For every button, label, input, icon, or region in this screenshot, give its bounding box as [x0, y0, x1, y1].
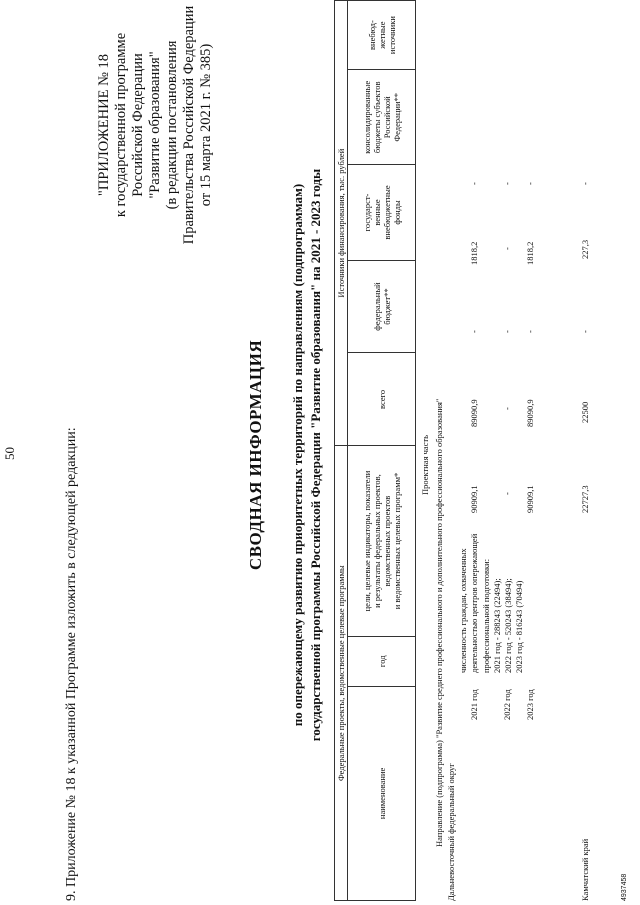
cell-state: - — [502, 330, 512, 333]
row-indicator: численность граждан, охваченных деятельностью центров опережающей профессиональной подготовки: 2021 год - 288243 (22494); 2022 год - 520243 (38494); 2023 год - 816243 (70494) — [458, 533, 525, 673]
cell-consolidated: 1818,2 — [469, 241, 479, 265]
cell-total: - — [502, 492, 512, 495]
header-year: год — [348, 636, 416, 686]
header-federal: федеральный бюджет** — [348, 260, 416, 353]
cell-total: 90909,1 — [525, 485, 535, 513]
cell-consolidated: 227,3 — [580, 239, 590, 259]
document-subtitle: по опережающему развитию приоритетных территорий по направлениям (подпрограммам) — [290, 183, 305, 727]
appendix-line: от 15 марта 2021 г. № 385) — [198, 43, 214, 207]
section-project-part: Проектная часть — [420, 434, 430, 495]
cell-extra: - — [580, 182, 590, 185]
appendix-line: Правительства Российской Федерации — [181, 5, 197, 245]
header-group-projects: Федеральные проекты, ведомственные целевые программы — [335, 446, 348, 901]
cell-federal: 89090,9 — [469, 399, 479, 427]
row-year: 2022 год — [502, 689, 512, 720]
header-extrabudgetary: внебюд- жетные источники — [348, 1, 416, 70]
header-indicators: цели, целевые индикаторы, показатели и результаты федеральных проектов, ведомственных проектов и ведомственных целевых программ* — [348, 446, 416, 636]
row-name-dfo: Дальневосточный федеральный округ — [446, 763, 456, 901]
cell-state: - — [469, 330, 479, 333]
row-year: 2023 год — [525, 689, 535, 720]
cell-extra: - — [502, 182, 512, 185]
cell-extra: - — [469, 182, 479, 185]
cell-consolidated: 1818,2 — [525, 241, 535, 265]
appendix-line: "Развитие образования" — [147, 51, 163, 199]
appendix-header — [96, 5, 215, 245]
page-number: 50 — [2, 447, 17, 460]
cell-total: 22727,3 — [580, 485, 590, 513]
cell-federal: 89090,9 — [525, 399, 535, 427]
header-consolidated: консолидированные бюджеты субъектов Российской Федерации** — [348, 70, 416, 165]
appendix-line: (в редакции постановления — [164, 40, 180, 210]
summary-table — [334, 0, 416, 901]
section-direction: Направление (подпрограмма) "Развитие среднего профессионального и дополнительного профессионального образования" — [434, 398, 444, 847]
header-state-funds: государст- венные внебюджетные фонды — [348, 165, 416, 260]
cell-federal: 22500 — [580, 401, 590, 423]
appendix-line: "ПРИЛОЖЕНИЕ № 18 — [96, 53, 112, 197]
cell-total: 90909,1 — [469, 485, 479, 513]
cell-consolidated: - — [502, 247, 512, 250]
footer-code: 4937458 — [621, 873, 628, 901]
cell-state: - — [525, 330, 535, 333]
appendix-line: Российской Федерации — [130, 53, 146, 197]
header-name: наименование — [348, 686, 416, 900]
document-title: СВОДНАЯ ИНФОРМАЦИЯ — [246, 339, 265, 571]
document-subtitle-2: государственной программы Российской Федерации "Развитие образования" на 2021 - 2023 годы — [308, 168, 323, 742]
intro-text: 9. Приложение № 18 к указанной Программе изложить в следующей редакции: — [64, 427, 79, 901]
row-year: 2021 год — [469, 689, 479, 720]
appendix-line: к государственной программе — [113, 32, 129, 218]
cell-federal: - — [502, 407, 512, 410]
header-group-sources: Источники финансирования, тыс. рублей — [335, 1, 348, 446]
cell-extra: - — [525, 182, 535, 185]
cell-state: - — [580, 330, 590, 333]
header-total: всего — [348, 353, 416, 446]
row-name-kamchatka: Камчатский край — [580, 838, 590, 901]
